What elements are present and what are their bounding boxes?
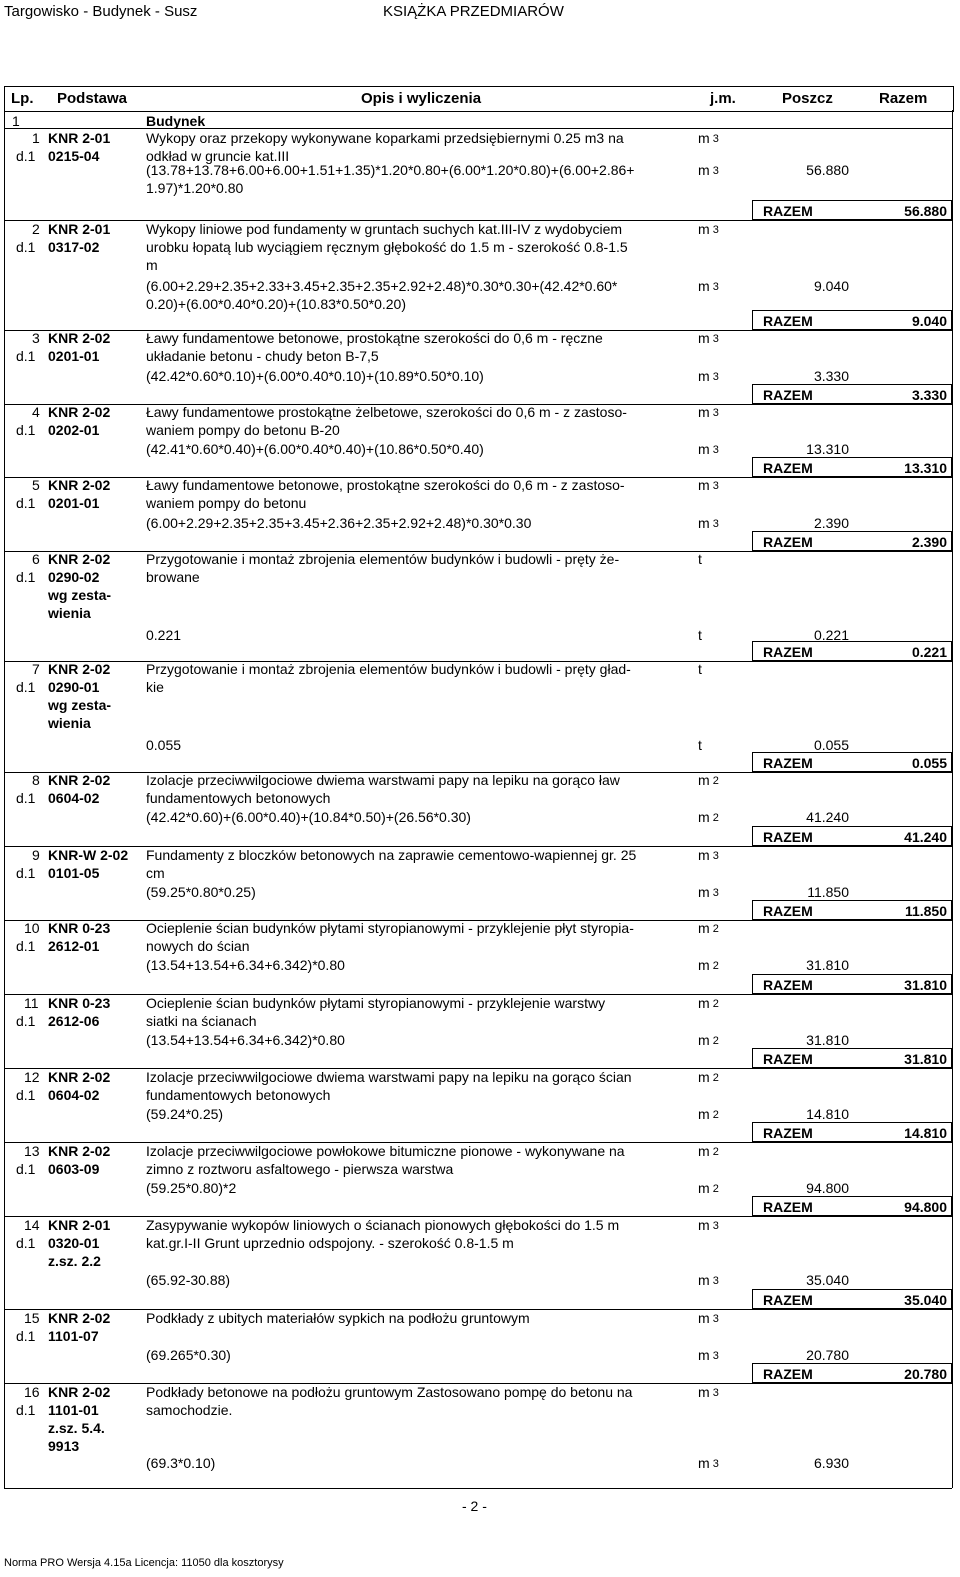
unit-exponent: 2 xyxy=(709,998,719,1010)
item-basis: 0317-02 xyxy=(48,239,100,255)
unit-exponent: 3 xyxy=(709,1313,719,1325)
razem-box xyxy=(752,1122,952,1142)
item-basis: wienia xyxy=(48,605,91,621)
razem-label: RAZEM xyxy=(763,829,813,845)
partial-quantity: 35.040 xyxy=(806,1272,849,1288)
razem-total: 41.240 xyxy=(904,829,947,845)
partial-quantity: 0.221 xyxy=(813,627,849,643)
calculation-line: (59.25*0.80)*2 xyxy=(146,1180,237,1196)
calculation-line: (13.54+13.54+6.34+6.342)*0.80 xyxy=(146,1032,345,1048)
item-unit: m 3 xyxy=(698,330,719,346)
razem-box xyxy=(752,200,952,220)
razem-total: 94.800 xyxy=(904,1199,947,1215)
item-basis: z.sz. 5.4. xyxy=(48,1420,105,1436)
item-unit: m 2 xyxy=(698,772,719,788)
item-number: 13 xyxy=(24,1143,40,1159)
razem-total: 9.040 xyxy=(911,313,947,329)
item-description: fundamentowych betonowych xyxy=(146,1087,331,1103)
razem-box xyxy=(752,900,952,920)
item-basis: 2612-06 xyxy=(48,1013,100,1029)
calculation-line: 0.055 xyxy=(146,737,182,753)
item-unit: m 3 xyxy=(698,1310,719,1326)
item-basis: 0604-02 xyxy=(48,1087,100,1103)
item-basis: 1101-01 xyxy=(48,1402,99,1418)
calculation-line: (42.42*0.60*0.10)+(6.00*0.40*0.10)+(10.89*0.50*0.10) xyxy=(146,368,484,384)
calculation-line: (69.265*0.30) xyxy=(146,1347,231,1363)
item-basis: wg zesta- xyxy=(48,697,112,713)
license-footer: Norma PRO Wersja 4.15a Licencja: 11050 dla kosztorysy xyxy=(4,1557,284,1569)
item-basis: KNR 2-02 xyxy=(48,1069,111,1085)
unit-exponent: 3 xyxy=(709,224,719,236)
table-header xyxy=(4,86,954,112)
partial-quantity: 6.930 xyxy=(813,1455,849,1471)
calculation-unit: m 3 xyxy=(698,1347,719,1363)
col-lp: Lp. xyxy=(11,90,34,107)
item-unit: m 3 xyxy=(698,404,719,420)
page-number: - 2 - xyxy=(462,1498,487,1514)
item-unit: m 2 xyxy=(698,1069,719,1085)
calculation-line: (59.25*0.80*0.25) xyxy=(146,884,256,900)
item-unit: m 3 xyxy=(698,1384,719,1400)
unit-exponent: 3 xyxy=(709,887,719,899)
item-basis: KNR 2-01 xyxy=(48,1217,111,1233)
partial-quantity: 9.040 xyxy=(813,278,849,294)
item-number: 8 xyxy=(32,772,40,788)
partial-quantity: 20.780 xyxy=(806,1347,849,1363)
item-basis: KNR 2-02 xyxy=(48,1310,111,1326)
item-basis: KNR 2-02 xyxy=(48,551,111,567)
calculation-unit: t xyxy=(698,737,702,753)
partial-quantity: 13.310 xyxy=(806,441,849,457)
razem-label: RAZEM xyxy=(763,903,813,919)
item-subnumber: d.1 xyxy=(16,1235,36,1251)
razem-label: RAZEM xyxy=(763,644,813,660)
razem-box xyxy=(752,641,952,661)
item-description: kat.gr.I-II Grunt uprzednio odspojony. - szerokość 0.8-1.5 m xyxy=(146,1235,514,1251)
item-description: urobku łopatą lub wyciągiem ręcznym głębokość do 1.5 m - szerokość 0.8-1.5 xyxy=(146,239,628,255)
razem-label: RAZEM xyxy=(763,1366,813,1382)
partial-quantity: 3.330 xyxy=(813,368,849,384)
item-number: 6 xyxy=(32,551,40,567)
unit-exponent: 2 xyxy=(709,812,719,824)
item-unit: m 3 xyxy=(698,221,719,237)
item-description: Fundamenty z bloczków betonowych na zaprawie cementowo-wapiennej gr. 25 xyxy=(146,847,637,863)
item-subnumber: d.1 xyxy=(16,1087,36,1103)
item-number: 10 xyxy=(24,920,40,936)
col-opis: Opis i wyliczenia xyxy=(361,90,482,107)
item-description: Ławy fundamentowe betonowe, prostokątne szerokości do 0,6 m - z zastoso- xyxy=(146,477,625,493)
calculation-line: 0.221 xyxy=(146,627,182,643)
item-description: samochodzie. xyxy=(146,1402,233,1418)
item-subnumber: d.1 xyxy=(16,569,36,585)
razem-box xyxy=(752,752,952,772)
item-subnumber: d.1 xyxy=(16,865,36,881)
item-basis: KNR 0-23 xyxy=(48,995,111,1011)
unit-exponent: 2 xyxy=(709,1146,719,1158)
unit-exponent: 2 xyxy=(709,1035,719,1047)
partial-quantity: 41.240 xyxy=(806,809,849,825)
unit-exponent: 3 xyxy=(709,165,719,177)
item-basis: KNR-W 2-02 xyxy=(48,847,129,863)
unit-exponent: 3 xyxy=(709,444,719,456)
unit-exponent: 3 xyxy=(709,1350,719,1362)
item-basis: 0603-09 xyxy=(48,1161,100,1177)
unit-exponent: 3 xyxy=(709,281,719,293)
item-basis: KNR 2-02 xyxy=(48,1143,111,1159)
col-jm: j.m. xyxy=(710,90,736,107)
calculation-line: (69.3*0.10) xyxy=(146,1455,216,1471)
razem-label: RAZEM xyxy=(763,755,813,771)
razem-box xyxy=(752,1048,952,1068)
partial-quantity: 14.810 xyxy=(806,1106,849,1122)
razem-label: RAZEM xyxy=(763,203,813,219)
razem-label: RAZEM xyxy=(763,1125,813,1141)
razem-total: 2.390 xyxy=(911,534,947,550)
item-description: Izolacje przeciwwilgociowe powłokowe bitumiczne pionowe - wykonywane na xyxy=(146,1143,625,1159)
calculation-line: (42.41*0.60*0.40)+(6.00*0.40*0.40)+(10.86*0.50*0.40) xyxy=(146,441,484,457)
razem-box xyxy=(752,310,952,330)
unit-exponent: 2 xyxy=(709,960,719,972)
unit-exponent: 3 xyxy=(709,1387,719,1399)
item-subnumber: d.1 xyxy=(16,1013,36,1029)
item-description: Izolacje przeciwwilgociowe dwiema warstwami papy na lepiku na gorąco ścian xyxy=(146,1069,632,1085)
item-description: siatki na ścianach xyxy=(146,1013,257,1029)
item-basis: wienia xyxy=(48,715,91,731)
calculation-line: (59.24*0.25) xyxy=(146,1106,224,1122)
calculation-line: (65.92-30.88) xyxy=(146,1272,231,1288)
unit-exponent: 3 xyxy=(709,333,719,345)
razem-total: 3.330 xyxy=(911,387,947,403)
razem-label: RAZEM xyxy=(763,977,813,993)
item-unit: m 2 xyxy=(698,995,719,1011)
item-unit: t xyxy=(698,551,702,567)
item-description: Ławy fundamentowe prostokątne żelbetowe, szerokości do 0,6 m - z zastoso- xyxy=(146,404,627,420)
item-subnumber: d.1 xyxy=(16,790,36,806)
item-number: 5 xyxy=(32,477,40,493)
razem-label: RAZEM xyxy=(763,460,813,476)
razem-box xyxy=(752,1289,952,1309)
calculation-unit: t xyxy=(698,627,702,643)
item-basis: 0290-01 xyxy=(48,679,100,695)
partial-quantity: 94.800 xyxy=(806,1180,849,1196)
item-number: 12 xyxy=(24,1069,40,1085)
item-description: nowych do ścian xyxy=(146,938,250,954)
unit-exponent: 3 xyxy=(709,850,719,862)
item-basis: 0201-01 xyxy=(48,348,100,364)
razem-label: RAZEM xyxy=(763,1199,813,1215)
item-subnumber: d.1 xyxy=(16,1328,36,1344)
item-subnumber: d.1 xyxy=(16,422,36,438)
razem-total: 11.850 xyxy=(904,903,947,919)
calculation-unit: m 2 xyxy=(698,957,719,973)
razem-total: 35.040 xyxy=(904,1292,947,1308)
item-subnumber: d.1 xyxy=(16,148,36,164)
partial-quantity: 2.390 xyxy=(813,515,849,531)
item-number: 1 xyxy=(32,130,40,146)
item-description: odkład w gruncie kat.III xyxy=(146,148,290,164)
item-basis: 0320-01 xyxy=(48,1235,100,1251)
item-basis: 0604-02 xyxy=(48,790,100,806)
unit-exponent: 3 xyxy=(709,480,719,492)
calculation-line: (6.00+2.29+2.35+2.33+3.45+2.35+2.35+2.92+2.48)*0.30*0.30+(42.42*0.60* xyxy=(146,278,618,294)
item-unit: m 3 xyxy=(698,847,719,863)
calculation-line: (6.00+2.29+2.35+2.35+3.45+2.36+2.35+2.92+2.48)*0.30*0.30 xyxy=(146,515,532,531)
item-description: zimno z roztworu asfaltowego - pierwsza warstwa xyxy=(146,1161,454,1177)
item-basis: z.sz. 2.2 xyxy=(48,1253,101,1269)
item-subnumber: d.1 xyxy=(16,679,36,695)
item-subnumber: d.1 xyxy=(16,1402,36,1418)
item-description: m xyxy=(146,257,158,273)
section-title: Budynek xyxy=(146,113,206,129)
item-description: Przygotowanie i montaż zbrojenia elementów budynków i budowli - pręty gład- xyxy=(146,661,631,677)
unit-exponent: 3 xyxy=(709,371,719,383)
razem-total: 20.780 xyxy=(904,1366,947,1382)
item-description: cm xyxy=(146,865,165,881)
unit-exponent: 3 xyxy=(709,1220,719,1232)
partial-quantity: 31.810 xyxy=(806,1032,849,1048)
razem-total: 14.810 xyxy=(904,1125,947,1141)
razem-total: 0.221 xyxy=(911,644,947,660)
unit-exponent: 3 xyxy=(709,133,719,145)
col-razem: Razem xyxy=(879,90,928,107)
unit-exponent: 3 xyxy=(709,1275,719,1287)
item-subnumber: d.1 xyxy=(16,1161,36,1177)
item-basis: KNR 2-01 xyxy=(48,221,111,237)
unit-exponent: 2 xyxy=(709,1109,719,1121)
item-unit: t xyxy=(698,661,702,677)
calculation-unit: m 2 xyxy=(698,809,719,825)
document-title: Targowisko - Budynek - Susz xyxy=(4,3,198,20)
item-number: 11 xyxy=(24,995,39,1011)
calculation-unit: m 3 xyxy=(698,515,719,531)
item-basis: KNR 2-01 xyxy=(48,130,111,146)
item-basis: 0215-04 xyxy=(48,148,100,164)
item-number: 7 xyxy=(32,661,40,677)
item-description: Ocieplenie ścian budynków płytami styropianowymi - przyklejenie płyt styropia- xyxy=(146,920,634,936)
razem-box xyxy=(752,457,952,477)
razem-box xyxy=(752,1363,952,1383)
item-description: kie xyxy=(146,679,164,695)
item-number: 16 xyxy=(24,1384,40,1400)
razem-total: 31.810 xyxy=(904,977,947,993)
item-basis: KNR 2-02 xyxy=(48,330,111,346)
item-subnumber: d.1 xyxy=(16,938,36,954)
razem-label: RAZEM xyxy=(763,1051,813,1067)
calculation-unit: m 3 xyxy=(698,278,719,294)
calculation-unit: m 3 xyxy=(698,368,719,384)
partial-quantity: 0.055 xyxy=(813,737,849,753)
razem-label: RAZEM xyxy=(763,1292,813,1308)
unit-exponent: 2 xyxy=(709,775,719,787)
razem-label: RAZEM xyxy=(763,534,813,550)
item-basis: KNR 2-02 xyxy=(48,772,111,788)
calculation-unit: m 2 xyxy=(698,1032,719,1048)
item-number: 14 xyxy=(24,1217,40,1233)
item-unit: m 3 xyxy=(698,1217,719,1233)
item-basis: 2612-01 xyxy=(48,938,100,954)
calculation-unit: m 3 xyxy=(698,1455,719,1471)
partial-quantity: 11.850 xyxy=(807,884,849,900)
section-number: 1 xyxy=(12,113,20,129)
item-number: 4 xyxy=(32,404,40,420)
item-unit: m 2 xyxy=(698,1143,719,1159)
col-podstawa: Podstawa xyxy=(57,90,128,107)
item-unit: m 3 xyxy=(698,130,719,146)
unit-exponent: 2 xyxy=(709,923,719,935)
book-title: KSIĄŻKA PRZEDMIARÓW xyxy=(383,3,564,20)
item-subnumber: d.1 xyxy=(16,495,36,511)
item-description: Izolacje przeciwwilgociowe dwiema warstwami papy na lepiku na gorąco ław xyxy=(146,772,620,788)
item-description: Wykopy oraz przekopy wykonywane koparkami przedsiębiernymi 0.25 m3 na xyxy=(146,130,624,146)
item-subnumber: d.1 xyxy=(16,239,36,255)
razem-box xyxy=(752,531,952,551)
item-description: Ławy fundamentowe betonowe, prostokątne szerokości do 0,6 m - ręczne xyxy=(146,330,603,346)
calculation-unit: m 3 xyxy=(698,162,719,178)
item-unit: m 2 xyxy=(698,920,719,936)
item-basis: 9913 xyxy=(48,1438,80,1454)
table-bottom-border xyxy=(4,1488,952,1489)
partial-quantity: 31.810 xyxy=(806,957,849,973)
item-description: Przygotowanie i montaż zbrojenia elementów budynków i budowli - pręty że- xyxy=(146,551,620,567)
item-number: 2 xyxy=(32,221,40,237)
calculation-unit: m 3 xyxy=(698,1272,719,1288)
item-description: układanie betonu - chudy beton B-7,5 xyxy=(146,348,379,364)
razem-label: RAZEM xyxy=(763,387,813,403)
calculation-unit: m 2 xyxy=(698,1106,719,1122)
unit-exponent: 3 xyxy=(709,407,719,419)
col-poszcz: Poszcz xyxy=(782,90,833,107)
unit-exponent: 3 xyxy=(709,518,719,530)
item-basis: 0201-01 xyxy=(48,495,100,511)
item-basis: KNR 2-02 xyxy=(48,404,111,420)
item-basis: 0290-02 xyxy=(48,569,100,585)
unit-exponent: 2 xyxy=(709,1183,719,1195)
item-number: 9 xyxy=(32,847,40,863)
item-basis: KNR 0-23 xyxy=(48,920,111,936)
item-number: 15 xyxy=(24,1310,40,1326)
item-unit: m 3 xyxy=(698,477,719,493)
razem-total: 31.810 xyxy=(904,1051,947,1067)
razem-total: 13.310 xyxy=(904,460,947,476)
item-description: waniem pompy do betonu xyxy=(146,495,307,511)
item-basis: KNR 2-02 xyxy=(48,477,111,493)
razem-box xyxy=(752,826,952,846)
item-description: Podkłady betonowe na podłożu gruntowym Zastosowano pompę do betonu na xyxy=(146,1384,633,1400)
calculation-unit: m 3 xyxy=(698,884,719,900)
item-description: Podkłady z ubitych materiałów sypkich na podłożu gruntowym xyxy=(146,1310,530,1326)
item-number: 3 xyxy=(32,330,40,346)
item-basis: 1101-07 xyxy=(48,1328,99,1344)
unit-exponent: 3 xyxy=(709,1458,719,1470)
item-description: fundamentowych betonowych xyxy=(146,790,331,806)
razem-total: 56.880 xyxy=(904,203,947,219)
item-basis: KNR 2-02 xyxy=(48,661,111,677)
calculation-line: 0.20)+(6.00*0.40*0.20)+(10.83*0.50*0.20) xyxy=(146,296,406,312)
calculation-unit: m 2 xyxy=(698,1180,719,1196)
item-description: Ocieplenie ścian budynków płytami styropianowymi - przyklejenie warstwy xyxy=(146,995,606,1011)
calculation-line: (42.42*0.60)+(6.00*0.40)+(10.84*0.50)+(26.56*0.30) xyxy=(146,809,471,825)
item-description: browane xyxy=(146,569,200,585)
partial-quantity: 56.880 xyxy=(806,162,849,178)
table-right-border xyxy=(952,110,953,1488)
item-basis: wg zesta- xyxy=(48,587,112,603)
calculation-line: 1.97)*1.20*0.80 xyxy=(146,180,244,196)
item-basis: 0202-01 xyxy=(48,422,100,438)
calculation-line: (13.78+13.78+6.00+6.00+1.51+1.35)*1.20*0.80+(6.00*1.20*0.80)+(6.00+2.86+ xyxy=(146,162,635,178)
item-basis: KNR 2-02 xyxy=(48,1384,111,1400)
razem-box xyxy=(752,384,952,404)
section-separator xyxy=(4,128,952,129)
razem-total: 0.055 xyxy=(911,755,947,771)
razem-label: RAZEM xyxy=(763,313,813,329)
item-basis: 0101-05 xyxy=(48,865,100,881)
item-description: waniem pompy do betonu B-20 xyxy=(146,422,340,438)
razem-box xyxy=(752,1196,952,1216)
item-description: Wykopy liniowe pod fundamenty w gruntach suchych kat.III-IV z wydobyciem xyxy=(146,221,623,237)
calculation-unit: m 3 xyxy=(698,441,719,457)
unit-exponent: 2 xyxy=(709,1072,719,1084)
calculation-line: (13.54+13.54+6.34+6.342)*0.80 xyxy=(146,957,345,973)
razem-box xyxy=(752,974,952,994)
item-description: Zasypywanie wykopów liniowych o ścianach pionowych głębokości do 1.5 m xyxy=(146,1217,620,1233)
table-left-border xyxy=(4,110,5,1488)
item-subnumber: d.1 xyxy=(16,348,36,364)
